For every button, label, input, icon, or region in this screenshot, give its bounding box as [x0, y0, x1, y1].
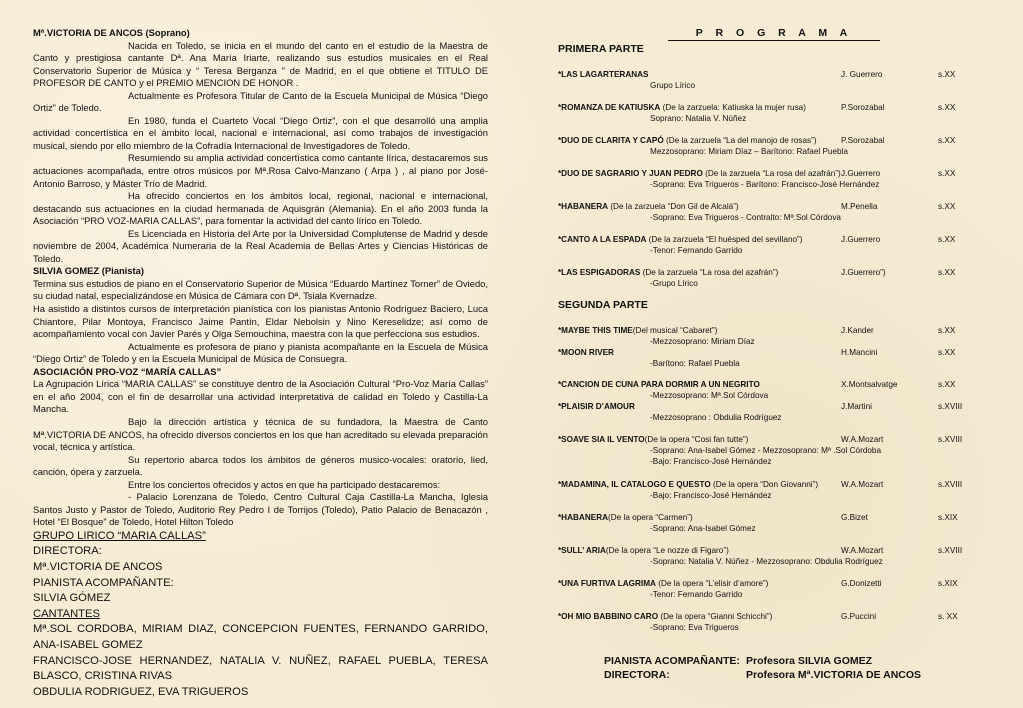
piece-performers: -Soprano: Eva Trigueros - Contralto: Mª.Sol Córdova	[650, 213, 841, 222]
piece-century: s.XX	[938, 136, 956, 145]
part-one-heading: PRIMERA PARTE	[558, 43, 644, 55]
piece-title	[558, 434, 748, 445]
program-title: P R O G R A M A	[668, 27, 880, 41]
piece-title	[558, 611, 772, 622]
piece-name: *LAS LAGARTERANAS	[558, 70, 649, 79]
piece-name: *PLAISIR D’AMOUR	[558, 402, 635, 411]
piece-title	[558, 267, 778, 278]
piece-composer: W.A.Mozart	[841, 546, 884, 555]
program-item	[558, 267, 998, 279]
piece-origin: (De la zarzuela “La rosa del azafrán”)	[702, 169, 841, 178]
pianist-name: SILVIA GÓMEZ	[33, 592, 111, 605]
piece-title	[558, 69, 649, 80]
piece-name: *DUO DE CLARITA Y CAPÓ	[558, 136, 664, 145]
piece-century: s.XIX	[938, 513, 958, 522]
piece-title	[558, 201, 739, 212]
piece-name: *SOAVE SIA IL VENTO	[558, 435, 645, 444]
piece-name: *CANTO A LA ESPADA	[558, 235, 647, 244]
piece-century: s.XX	[938, 326, 956, 335]
footer-director-label: DIRECTORA:	[604, 669, 670, 681]
program-item	[558, 578, 998, 590]
asociacion-paragraph-5: - Palacio Lorenzana de Toledo, Centro Cultural Caja Castilla-La Mancha, Iglesia Santos Justo y Pastor de Toledo, Auditorio Rey Pedro I de Torrijos (Toledo), Patio Palacio de Benacazón , Hotel “El Bosque” de Toledo, Hotel Hilton Toledo	[33, 491, 488, 528]
piece-name: *MOON RIVER	[558, 348, 614, 357]
footer-pianist-name: Profesora SILVIA GOMEZ	[746, 655, 873, 667]
piece-composer: J.Guerrero	[841, 169, 881, 178]
piece-performers: Grupo Lírico	[650, 81, 696, 90]
victoria-paragraph-3: En 1980, funda el Cuarteto Vocal “Diego Ortiz”, con el que desarrolló una amplia actividad concertística en el ámbito local, nacional e internacional, así como trabajos de investigación musical, siendo por ello miembro de la Cofradía Internacional de Investigadores de Toledo.	[33, 114, 488, 151]
piece-performers: -Soprano: Ana-Isabel Gómez - Mezzosoprano: Mª .Sol Córdoba	[650, 446, 882, 455]
program-item	[558, 102, 998, 114]
singers-label: CANTANTES	[33, 607, 100, 620]
piece-century: s.XX	[938, 268, 956, 277]
piece-title	[558, 401, 635, 412]
piece-performers: -Tenor: Fernando Garrido	[650, 246, 743, 255]
piece-composer: J. Guerrero	[841, 70, 883, 79]
piece-title	[558, 135, 817, 146]
piece-name: *ROMANZA DE KATIUSKA	[558, 103, 661, 112]
piece-title	[558, 168, 841, 179]
piece-composer: X.Montsalvatge	[841, 380, 898, 389]
victoria-paragraph-6: Es Licenciada en Historia del Arte por la Universidad Complutense de Madrid y desde noviembre de 2004, Académica Numeraria de la Real Academia de Bellas Artes y Ciencias Históricas de Toledo.	[33, 227, 488, 264]
piece-title	[558, 102, 806, 113]
victoria-paragraph-4: Resumiendo su amplia actividad concertística como cantante lírica, destacaremos sus actuaciones acompañada, entre otros músicos por Mª.Rosa Calvo-Manzano ( Arpa ) , al piano por José-Antonio Barroso, y Máster Trío de Madrid.	[33, 152, 488, 189]
silvia-paragraph-1: Termina sus estudios de piano en el Conservatorio Superior de Música “Eduardo Martínez Torner” de Oviedo, su ciudad natal, especializándose en Música de Cámara con Dª. Tsiala Kvernadze.	[33, 277, 488, 302]
piece-origin: (De la opera “Le nozze di Figaro”)	[605, 546, 729, 555]
footer-director	[604, 668, 922, 683]
singers-line-3: OBDULIA RODRIGUEZ, EVA TRIGUEROS	[33, 685, 249, 698]
piece-century: s. XX	[938, 612, 958, 621]
piece-origin: (De la zarzuela: Katiuska la mujer rusa)	[660, 103, 806, 112]
piece-name: *HABANERA	[558, 513, 609, 522]
piece-title	[558, 512, 693, 523]
piece-title	[558, 347, 614, 358]
piece-composer: W.A.Mozart	[841, 480, 884, 489]
piece-title	[558, 479, 818, 490]
director-name: Mª.VICTORIA DE ANCOS	[33, 561, 163, 574]
piece-century: s.XX	[938, 380, 956, 389]
piece-name: *LAS ESPIGADORAS	[558, 268, 641, 277]
asociacion-paragraph-2: Bajo la dirección artística y técnica de su fundadora, la Maestra de Canto Mª.VICTORIA DE ANCOS, ha ofrecido diversos conciertos en los que han acreditado su elevada preparación vocal, técnica y artística.	[33, 415, 488, 453]
piece-composer: G.Donizetti	[841, 579, 882, 588]
piece-performers: -Barítono: Rafael Puebla	[650, 359, 740, 368]
piece-performers: -Soprano: Natalia V. Núñez - Mezzosoprano: Obdulia Rodríguez	[650, 557, 883, 566]
piece-name: *MAYBE THIS TIME	[558, 326, 633, 335]
piece-name: *OH MIO BABBINO CARO	[558, 612, 659, 621]
piece-century: s.XX	[938, 348, 956, 357]
piece-century: s.XX	[938, 235, 956, 244]
piece-century: s.XX	[938, 169, 956, 178]
asociacion-paragraph-4: Entre los conciertos ofrecidos y actos en que ha participado destacaremos:	[128, 478, 441, 490]
piece-performers: -Grupo Lírico	[650, 279, 698, 288]
program-item	[558, 379, 998, 391]
asociacion-paragraph-3: Su repertorio abarca todos los ámbitos de géneros musico-vocales: oratorio, lied, canción, ópera y zarzuela.	[33, 453, 488, 478]
piece-name: *UNA FURTIVA LAGRIMA	[558, 579, 656, 588]
piece-century: s.XVIII	[938, 480, 963, 489]
footer-director-name: Profesora Mª.VICTORIA DE ANCOS	[746, 669, 922, 681]
piece-performers: Mezzosoprano: Miriam Díaz – Barítono: Rafael Puebla	[650, 147, 848, 156]
piece-century: s.XX	[938, 70, 956, 79]
piece-century: s.XIX	[938, 579, 958, 588]
footer-pianist	[604, 654, 873, 669]
piece-century: s.XX	[938, 202, 956, 211]
piece-title	[558, 234, 803, 245]
piece-performers: -Tenor: Fernando Garrido	[650, 590, 743, 599]
silvia-heading: SILVIA GOMEZ (Pianista)	[33, 265, 144, 277]
asociacion-paragraph-1: La Agrupación Lírica “MARIA CALLAS” se constituye dentro de la Asociación Cultural “Pro-Voz María Callas” en el año 2004, con el fin de desarrollar una actividad interpretativa de calidad en Toledo y Castilla-La Mancha.	[33, 378, 488, 415]
piece-performers: -Soprano: Eva Trigueros	[650, 623, 739, 632]
program-item	[558, 611, 998, 623]
singers-line-1: Mª.SOL CORDOBA, MIRIAM DIAZ, CONCEPCION FUENTES, FERNANDO GARRIDO, ANA-ISABEL GOMEZ	[33, 623, 488, 652]
program-item	[558, 512, 998, 524]
piece-composer: W.A.Mozart	[841, 435, 884, 444]
piece-performers: -Soprano: Ana-Isabel Gómez	[650, 524, 756, 533]
piece-performers: -Mezzosoprano : Obdulia Rodríguez	[650, 413, 782, 422]
piece-origin: (De la zarzuela “Don Gil de Alcalá”)	[608, 202, 739, 211]
program-item	[558, 69, 998, 81]
singers-line-2: FRANCISCO-JOSE HERNANDEZ, NATALIA V. NUÑEZ, RAFAEL PUEBLA, TERESA BLASCO, CRISTINA RIVAS	[33, 654, 488, 683]
program-item	[558, 325, 998, 337]
piece-composer: P.Sorozabal	[841, 103, 885, 112]
left-column	[33, 27, 488, 700]
piece-performers: -Soprano: Eva Trigueros - Barítono: Francisco-José Hernández	[650, 180, 880, 189]
piece-origin: (De la opera “Cosi fan tutte”)	[644, 435, 749, 444]
piece-title	[558, 545, 729, 556]
victoria-paragraph-2: Actualmente es Profesora Titular de Canto de la Escuela Municipal de Música “Diego Ortiz” de Toledo.	[33, 89, 488, 114]
piece-title	[558, 325, 717, 336]
piece-name: *HABANERA	[558, 202, 609, 211]
piece-performers: -Mezzosoprano: Miriam Díaz	[650, 337, 755, 346]
piece-name: *SULL’ ARIA	[558, 546, 606, 555]
piece-century: s.XX	[938, 103, 956, 112]
piece-origin: (De la opera “Gianni Schicchi”)	[658, 612, 773, 621]
piece-composer: P.Sorozabal	[841, 136, 885, 145]
victoria-paragraph-1: Nacida en Toledo, se inicia en el mundo del canto en el estudio de la Maestra de Canto y prestigiosa cantante Dª. Ana María Iriarte, realizando sus estudios musicales en el Real Conservatorio Superior de Música y “ Teresa Berganza ” de Madrid, en el que obtiene el TITULO DE PROFESOR DE CANTO y el PREMIO MENCION DE HONOR .	[33, 39, 488, 89]
piece-name: *DUO DE SAGRARIO Y JUAN PEDRO	[558, 169, 703, 178]
piece-century: s.XVIII	[938, 435, 963, 444]
piece-performers: -Mezzosoprano: Mª.Sol Córdova	[650, 391, 769, 400]
piece-origin: (De la zarzuela “El huésped del sevillano”)	[646, 235, 803, 244]
piece-composer: H.Mancini	[841, 348, 878, 357]
piece-composer: J.Guerrero	[841, 235, 881, 244]
piece-name: *CANCION DE CUNA PARA DORMIR A UN NEGRITO	[558, 380, 760, 389]
silvia-paragraph-2: Ha asistido a distintos cursos de interpretación pianística con los pianistas Antonio Rodríguez Baciero, Luca Chiantore, Pilar Montoya, Francisco Jaime Pantín, Eldar Nebolsin y Nino Kereselidze; así como de acompañamiento vocal con Javier Parés y Olga Semouchina, maestra con la que perfecciona sus estudios.	[33, 303, 488, 340]
piece-origin: (De la zarzuela “La del manojo de rosas”)	[663, 136, 817, 145]
piece-composer: J.Martini	[841, 402, 872, 411]
piece-origin: (De la opera “L’elisir d’amore”)	[655, 579, 769, 588]
piece-composer: J.Kander	[841, 326, 874, 335]
piece-title	[558, 578, 768, 589]
piece-composer: G.Puccini	[841, 612, 877, 621]
part-two-heading: SEGUNDA PARTE	[558, 299, 648, 311]
piece-name: *MADAMINA, IL CATALOGO E QUESTO	[558, 480, 711, 489]
piece-composer: G.Bizet	[841, 513, 868, 522]
asociacion-heading: ASOCIACIÓN PRO-VOZ “MARÍA CALLAS”	[33, 365, 222, 377]
grupo-lirico-heading: GRUPO LIRICO “MARIA CALLAS”	[33, 529, 206, 542]
director-label: DIRECTORA:	[33, 545, 102, 558]
victoria-heading: Mª.VICTORIA DE ANCOS (Soprano)	[33, 27, 190, 38]
program-item	[558, 479, 998, 491]
pianist-label: PIANISTA ACOMPAÑANTE:	[33, 576, 174, 589]
piece-title	[558, 379, 760, 390]
piece-origin: (De la opera “Carmen”)	[608, 513, 693, 522]
piece-origin: (De la opera “Don Giovanni”)	[710, 480, 819, 489]
piece-composer: M.Penella	[841, 202, 878, 211]
program-item	[558, 234, 998, 246]
program-item	[558, 347, 998, 359]
piece-century: s.XVIII	[938, 546, 963, 555]
victoria-paragraph-5: Ha ofrecido conciertos en los ámbitos local, regional, nacional e internacional, destacando sus actuaciones en la ciudad hermanada de Aquisgrán (Alemania). En el año 2003 funda la Asociación “PRO VOZ-MARIA CALLAS”, para fomentar la actividad del canto lírico en Toledo.	[33, 190, 488, 227]
piece-origin: (De la zarzuela “La rosa del azafrán”)	[640, 268, 779, 277]
piece-performers: -Bajo: Francisco-José Hernández	[650, 491, 772, 500]
piece-performers: -Bajo: Francisco-José Hernández	[650, 457, 772, 466]
piece-performers: Soprano: Natalia V. Núñez	[650, 114, 747, 123]
piece-century: s.XVIII	[938, 402, 963, 411]
piece-composer: J.Guerrero”)	[841, 268, 886, 277]
silvia-paragraph-3: Actualmente es profesora de piano y pianista acompañante en la Escuela de Música “Diego Ortiz” de Toledo y en la Escuela Municipal de Música de Consuegra.	[33, 340, 488, 365]
piece-origin: (Del musical “Cabaret”)	[632, 326, 718, 335]
footer-pianist-label: PIANISTA ACOMPAÑANTE:	[604, 655, 740, 667]
